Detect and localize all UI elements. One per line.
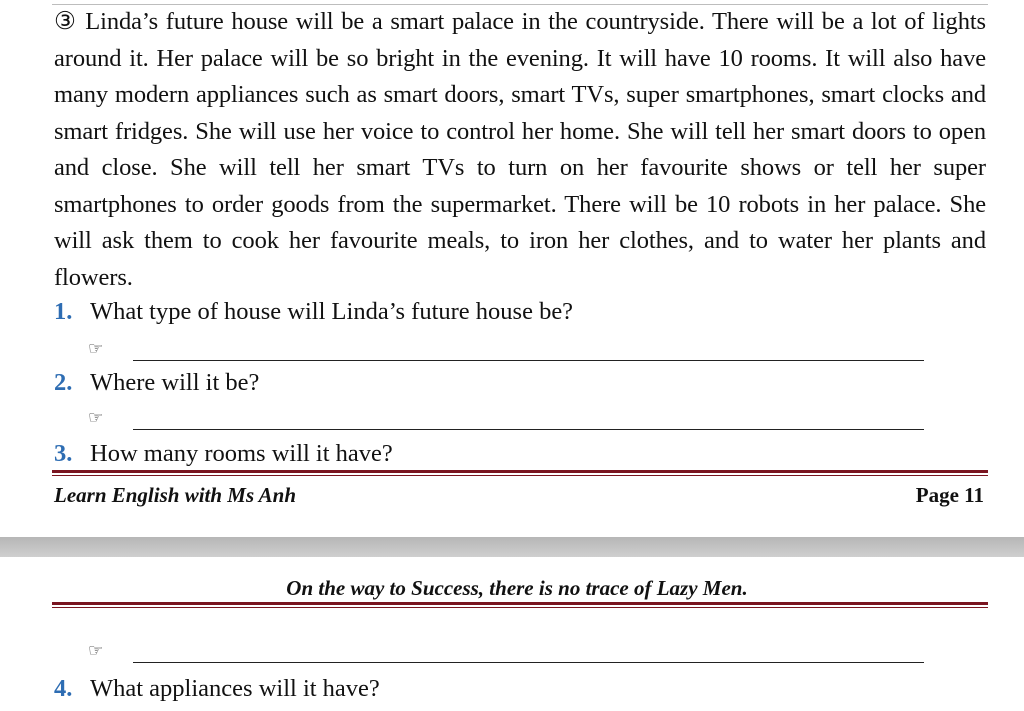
- question-number: 1.: [54, 298, 73, 325]
- footer-title: Learn English with Ms Anh: [54, 483, 296, 507]
- pointing-hand-icon: ☞: [88, 641, 104, 661]
- answer-underline: [133, 662, 924, 663]
- question-2: [54, 368, 259, 398]
- question-number: 2.: [54, 369, 73, 396]
- footer-rule: [52, 470, 988, 476]
- question-text: How many rooms will it have?: [90, 440, 393, 467]
- question-number: 3.: [54, 440, 73, 467]
- header-rule: [52, 602, 988, 608]
- question-text: Where will it be?: [90, 369, 260, 396]
- answer-line-3[interactable]: [88, 641, 924, 665]
- question-4: [54, 674, 380, 704]
- header-quote: On the way to Success, there is no trace of Lazy Men.: [286, 576, 748, 600]
- answer-line-2[interactable]: [88, 408, 924, 432]
- answer-underline: [133, 429, 924, 430]
- pointing-hand-icon: ☞: [88, 408, 104, 428]
- question-1: [54, 297, 573, 327]
- question-3: [54, 439, 393, 469]
- question-text: What type of house will Linda’s future house be?: [90, 298, 574, 325]
- answer-underline: [133, 360, 924, 361]
- page-number: Page 11: [915, 483, 984, 507]
- question-text: What appliances will it have?: [90, 675, 380, 702]
- passage-text: Linda’s future house will be a smart palace in the countryside. There will be a lot of lights around it. Her palace will be so bright in the evening. It will have 10 rooms. It will also have many modern appliances such as smart doors, smart TVs, super smartphones, smart clocks and smart fridges. She will use her voice to control her home. She will tell her smart doors to open and close. She will tell her smart TVs to turn on her favourite shows or tell her super smartphones to order goods from the supermarket. There will be 10 robots in her palace. She will ask them to cook her favourite meals, to iron her clothes, and to water her plants and flowers.: [54, 8, 986, 291]
- reading-passage: [54, 4, 986, 296]
- passage-marker: ③: [54, 8, 78, 35]
- question-number: 4.: [54, 675, 73, 702]
- page-separator: [0, 537, 1024, 557]
- answer-line-1[interactable]: [88, 339, 924, 363]
- pointing-hand-icon: ☞: [88, 339, 104, 359]
